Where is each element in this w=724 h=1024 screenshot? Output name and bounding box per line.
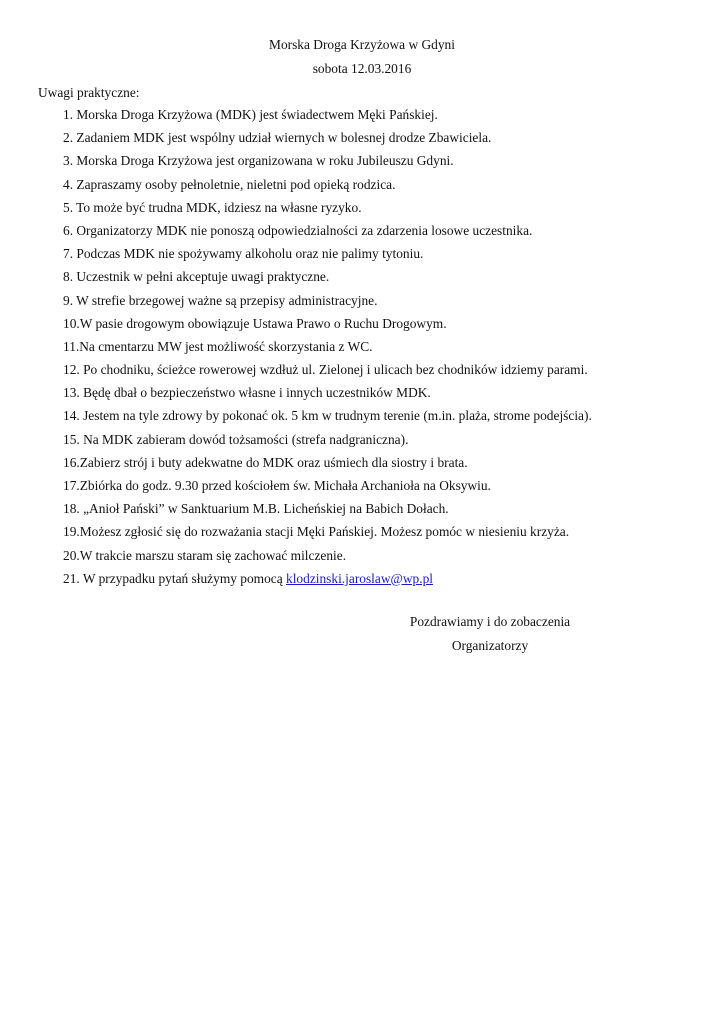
document-date: sobota 12.03.2016	[312, 61, 412, 76]
list-item: 11.Na cmentarzu MW jest możliwość skorzystania z WC.	[63, 338, 373, 354]
list-item: 16.Zabierz strój i buty adekwatne do MDK oraz uśmiech dla siostry i brata.	[63, 454, 468, 470]
rules-list	[63, 107, 592, 594]
contact-text: 21. W przypadku pytań służymy pomocą	[63, 570, 287, 586]
list-item-contact	[63, 571, 592, 594]
list-item: 10.W pasie drogowym obowiązuje Ustawa Prawo o Ruchu Drogowym.	[63, 315, 447, 331]
list-item: 9. W strefie brzegowej ważne są przepisy administracyjne.	[63, 292, 378, 308]
list-item: 8. Uczestnik w pełni akceptuje uwagi praktyczne.	[63, 269, 330, 285]
list-item: 12. Po chodniku, ścieżce rowerowej wzdłuż ul. Zielonej i ulicach bez chodników idziemy parami.	[63, 362, 588, 378]
list-item: 18. „Anioł Pański” w Sanktuarium M.B. Licheńskiej na Babich Dołach.	[63, 501, 449, 517]
list-item: 6. Organizatorzy MDK nie ponoszą odpowiedzialności za zdarzenia losowe uczestnika.	[63, 222, 533, 238]
list-item: 14. Jestem na tyle zdrowy by pokonać ok. 5 km w trudnym terenie (m.in. plaża, strome podejścia).	[63, 408, 592, 424]
list-item: 2. Zadaniem MDK jest wspólny udział wiernych w bolesnej drodze Zbawiciela.	[63, 130, 492, 146]
list-item: 17.Zbiórka do godz. 9.30 przed kościołem św. Michała Archanioła na Oksywiu.	[63, 478, 491, 493]
list-item: 1. Morska Droga Krzyżowa (MDK) jest świadectwem Męki Pańskiej.	[63, 107, 438, 122]
document-title: Morska Droga Krzyżowa w Gdyni	[269, 37, 455, 52]
list-item: 19.Możesz zgłosić się do rozważania stacji Męki Pańskiej. Możesz pomóc w niesieniu krzyża.	[63, 524, 570, 540]
list-item: 15. Na MDK zabieram dowód tożsamości (strefa nadgraniczna).	[63, 431, 409, 447]
signature-organizers: Organizatorzy	[451, 638, 529, 653]
list-item: 7. Podczas MDK nie spożywamy alkoholu oraz nie palimy tytoniu.	[63, 246, 424, 262]
list-item: 20.W trakcie marszu staram się zachować milczenie.	[63, 547, 347, 563]
list-item: 4. Zapraszamy osoby pełnoletnie, nieletni pod opieką rodzica.	[63, 176, 396, 192]
list-item: 5. To może być trudna MDK, idziesz na własne ryzyko.	[63, 199, 362, 215]
intro-heading: Uwagi praktyczne:	[38, 85, 140, 100]
email-link[interactable]: klodzinski.jaroslaw@wp.pl	[286, 570, 433, 586]
closing-greeting: Pozdrawiamy i do zobaczenia	[409, 614, 571, 629]
list-item: 13. Będę dbał o bezpieczeństwo własne i innych uczestników MDK.	[63, 385, 431, 401]
list-item: 3. Morska Droga Krzyżowa jest organizowana w roku Jubileuszu Gdyni.	[63, 153, 454, 169]
